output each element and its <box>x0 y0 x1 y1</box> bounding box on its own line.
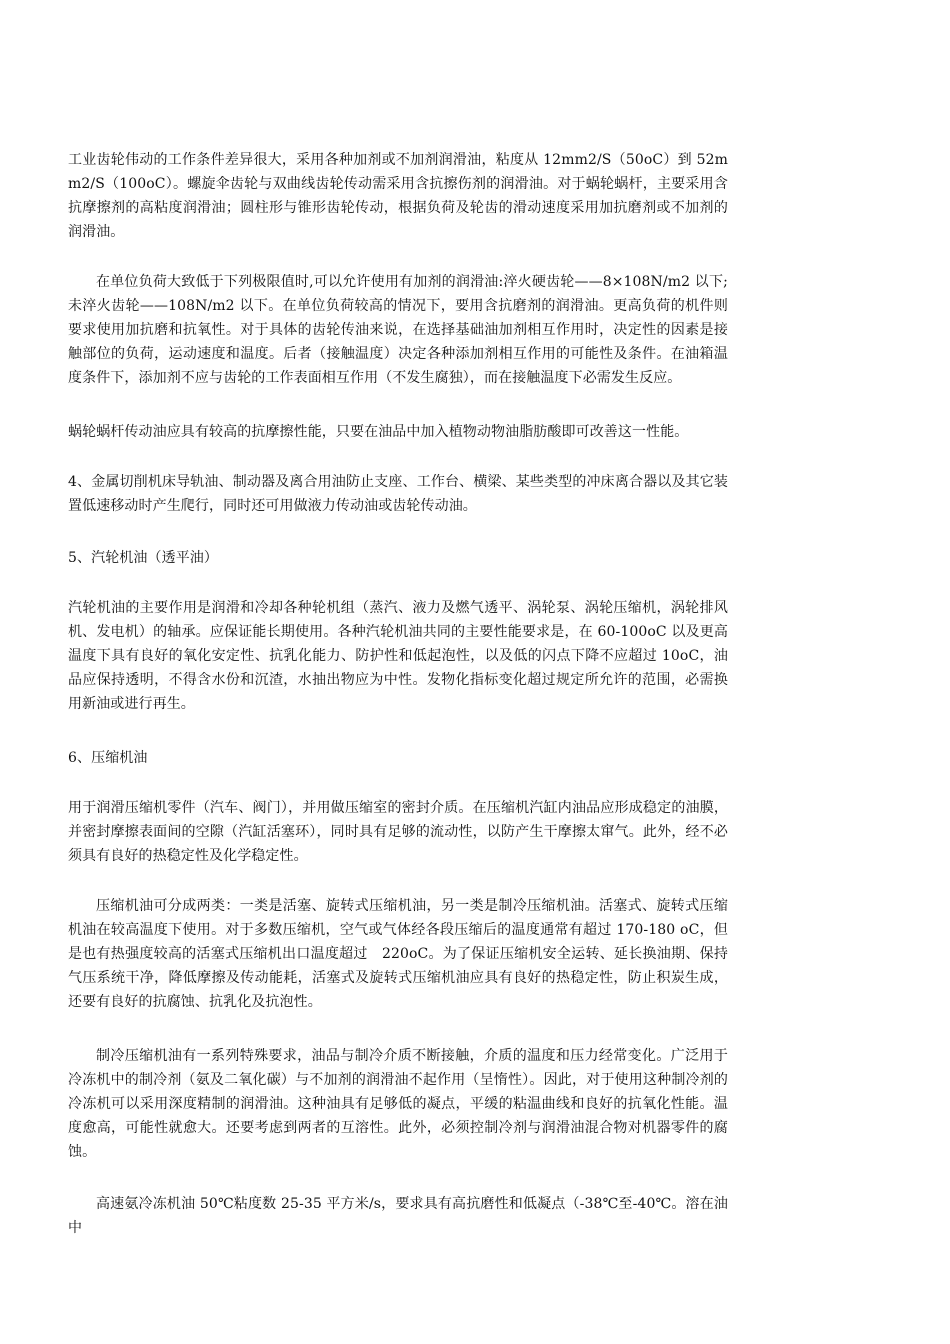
paragraph-compressor-oil-types: 压缩机油可分成两类：一类是活塞、旋转式压缩机油，另一类是制冷压缩机油。活塞式、旋转式压缩机油在较高温度下使用。对于多数压缩机，空气或气体经各段压缩后的温度通常有超过 170-180 oC，但是也有热强度较高的活塞式压缩机出口温度超过 220oC。为了保证压缩机安全运转、延长换油期、保持气压系统干净，降低摩擦及传动能耗，活塞式及旋转式压缩机油应具有良好的热稳定性，防止积炭生成，还要有良好的抗腐蚀、抗乳化及抗泡性。 <box>68 898 728 1010</box>
paragraph-machine-tool-guide-oil: 4、金属切削机床导轨油、制动器及离合用油防止支座、工作台、横梁、某些类型的冲床离合器以及其它装置低速移动时产生爬行，同时还可用做液力传动油或齿轮传动油。 <box>68 474 728 514</box>
paragraph-turbine-oil: 汽轮机油的主要作用是润滑和冷却各种轮机组（蒸汽、液力及燃气透平、涡轮泵、涡轮压缩机，涡轮排风机、发电机）的轴承。应保证能长期使用。各种汽轮机油共同的主要性能要求是，在 60-100oC 以及更高温度下具有良好的氧化安定性、抗乳化能力、防护性和低起泡性，以及低的闪点下降不应超过 10oC，油品应保持透明，不得含水份和沉渣，水抽出物应为中性。发物化指标变化超过规定所允许的范围，必需换用新油或进行再生。 <box>68 600 728 712</box>
document-page <box>68 0 728 1344</box>
paragraph-gear-oil-conditions: 工业齿轮伟动的工作条件差异很大，采用各种加剂或不加剂润滑油，粘度从 12mm2/S（50oC）到 52mm2/S（100oC）。螺旋伞齿轮与双曲线齿轮传动需采用含抗擦伤剂的润滑油。对于蜗轮蜗杆，主要采用含抗摩擦剂的高粘度润滑油；圆柱形与锥形齿轮传动，根据负荷及轮齿的滑动速度采用加抗磨剂或不加剂的润滑油。 <box>68 152 728 240</box>
paragraph-worm-gear-oil: 蜗轮蜗杆传动油应具有较高的抗摩擦性能，只要在油品中加入植物动物油脂肪酸即可改善这一性能。 <box>68 424 689 440</box>
section-heading-compressor-oil: 6、压缩机油 <box>68 750 148 766</box>
section-heading-turbine-oil: 5、汽轮机油（透平油） <box>68 550 219 566</box>
paragraph-ammonia-refrigeration-oil: 高速氨冷冻机油 50℃粘度数 25-35 平方米/s，要求具有高抗磨性和低凝点（-38℃至-40℃。溶在油中 <box>68 1196 728 1236</box>
paragraph-compressor-oil-usage: 用于润滑压缩机零件（汽车、阀门），并用做压缩室的密封介质。在压缩机汽缸内油品应形成稳定的油膜，并密封摩擦表面间的空隙（汽缸活塞环），同时具有足够的流动性，以防产生干摩擦太窜气。此外，经不必须具有良好的热稳定性及化学稳定性。 <box>68 800 728 864</box>
paragraph-load-limits: 在单位负荷大致低于下列极限值时,可以允许使用有加剂的润滑油:淬火硬齿轮——8×108N/m2 以下;未淬火齿轮——108N/m2 以下。在单位负荷较高的情况下，要用含抗磨剂的润滑油。更高负荷的机件则要求使用加抗磨和抗氧性。对于具体的齿轮传油来说，在选择基础油加剂相互作用时，决定性的因素是接触部位的负荷，运动速度和温度。后者（接触温度）决定各种添加剂相互作用的可能性及条件。在油箱温度条件下，添加剂不应与齿轮的工作表面相互作用（不发生腐独），而在接触温度下必需发生反应。 <box>68 274 728 386</box>
paragraph-refrigeration-compressor-oil: 制冷压缩机油有一系列特殊要求，油品与制冷介质不断接触，介质的温度和压力经常变化。广泛用于冷冻机中的制冷剂（氨及二氧化碳）与不加剂的润滑油不起作用（呈惰性）。因此，对于使用这种制冷剂的冷冻机可以采用深度精制的润滑油。这种油具有足够低的凝点，平缓的粘温曲线和良好的抗氧化性能。温度愈高，可能性就愈大。还要考虑到两者的互溶性。此外，必须控制冷剂与润滑油混合物对机器零件的腐蚀。 <box>68 1048 728 1160</box>
